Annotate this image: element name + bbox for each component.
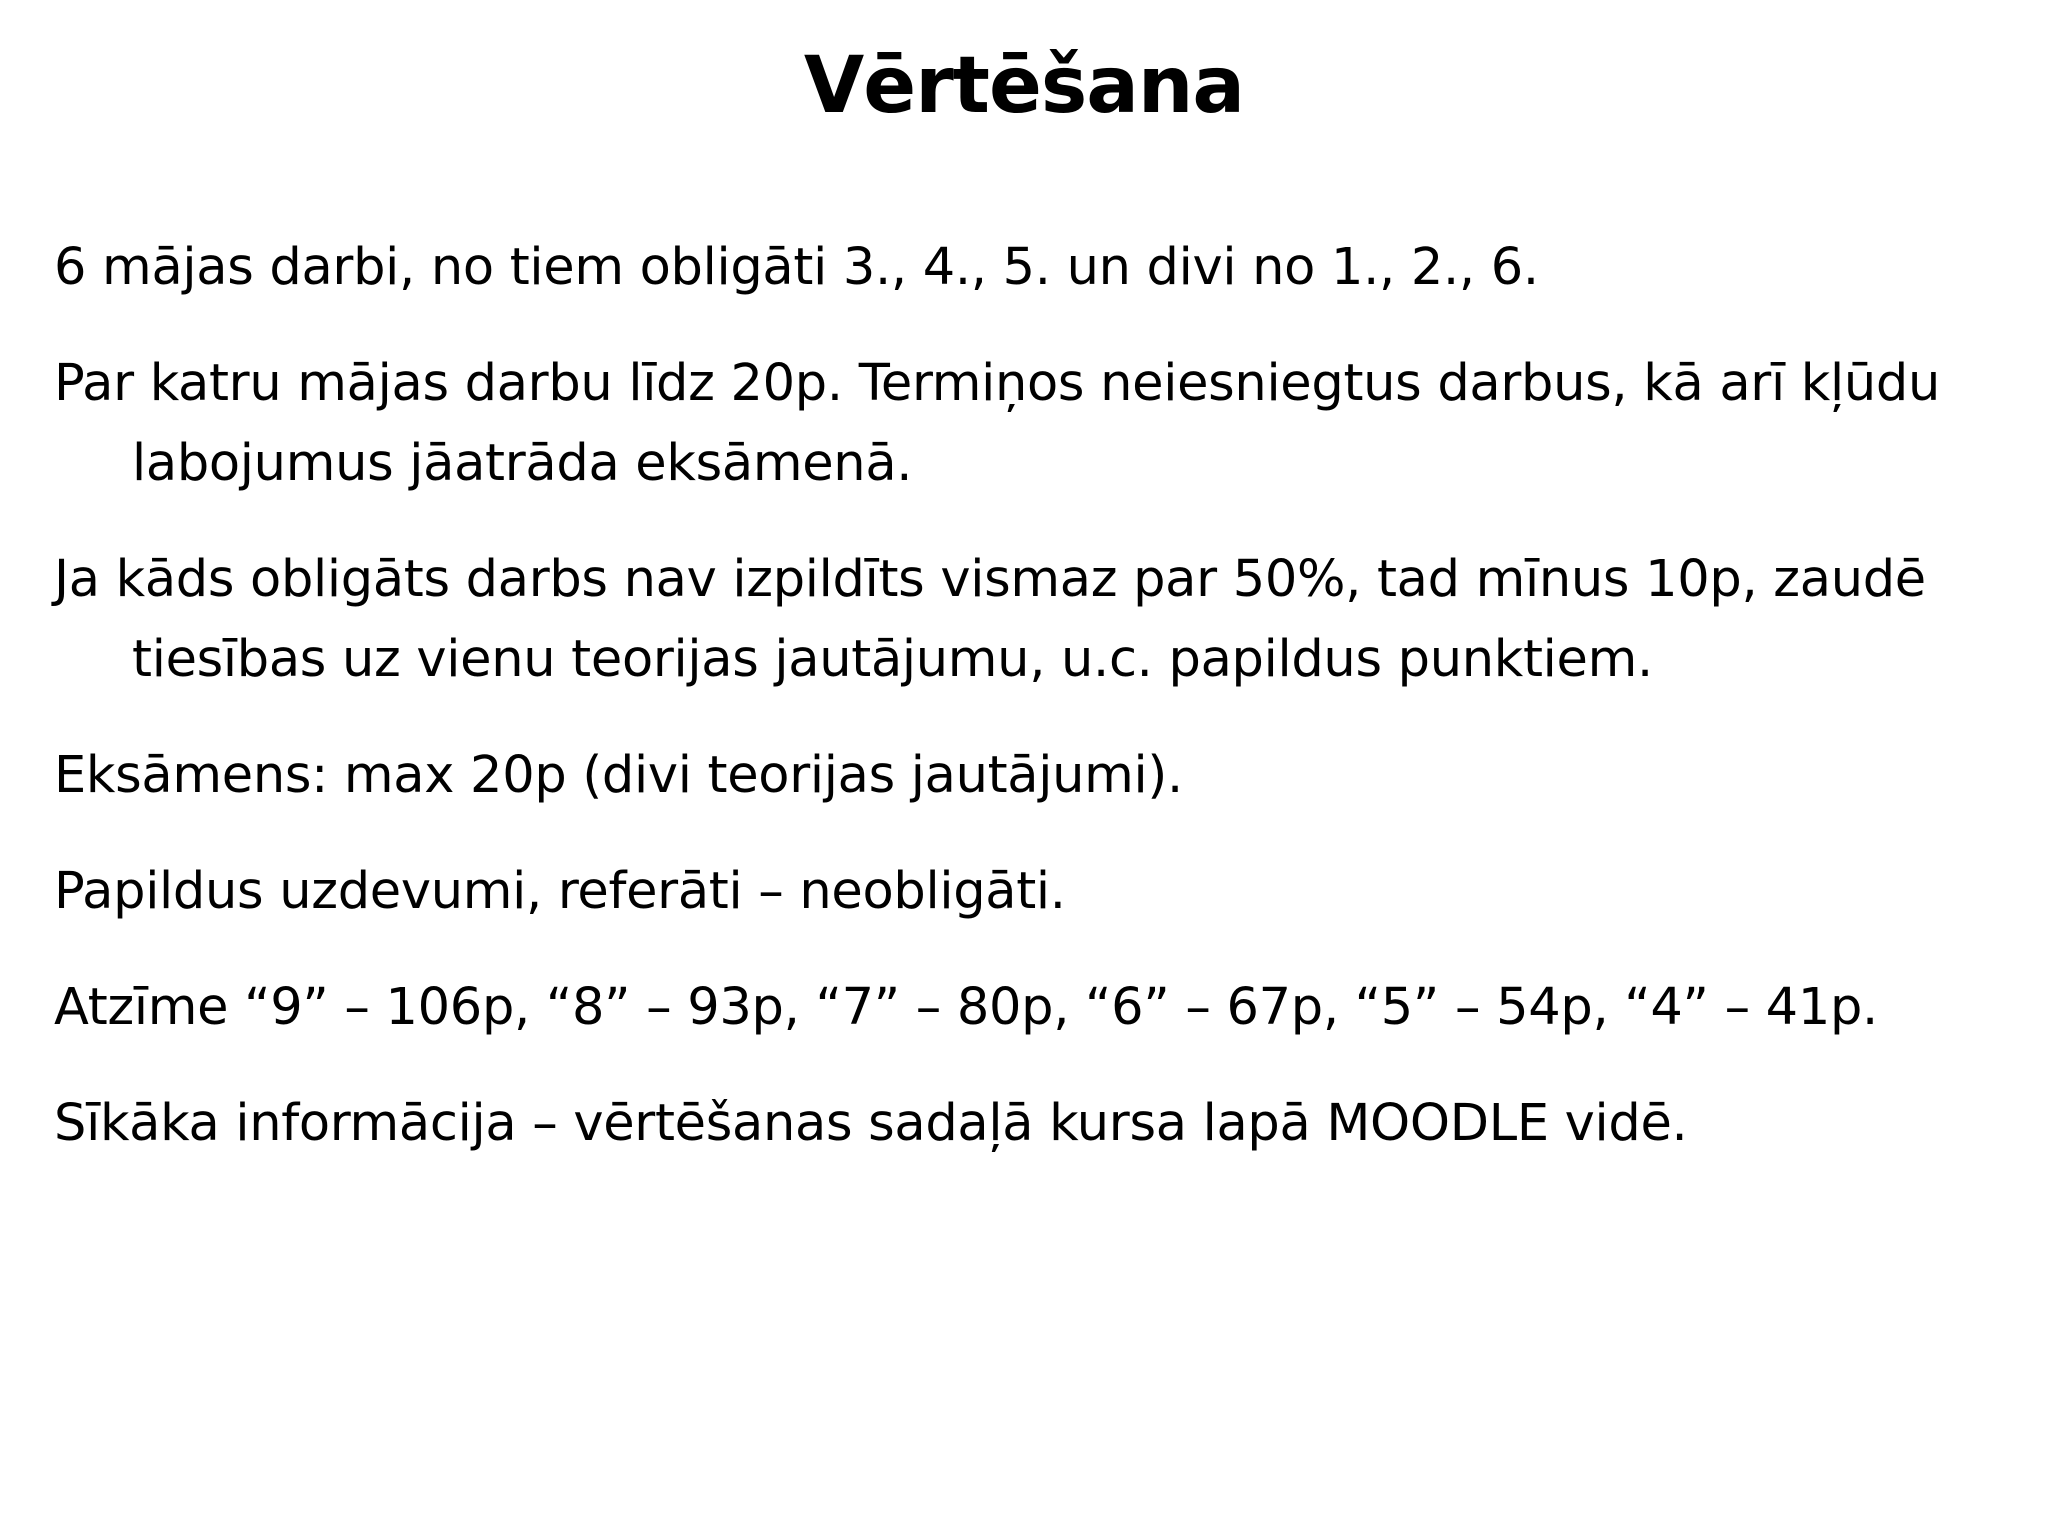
slide-title: Vērtēšana — [803, 41, 1245, 131]
paragraph-homework-count: 6 mājas darbi, no tiem obligāti 3., 4., 5. un divi no 1., 2., 6. — [54, 238, 1539, 297]
paragraph-homework-points: Par katru mājas darbu līdz 20p. Termiņos neiesniegtus darbus, kā arī kļūdu labojumus jāatrāda eksāmenā. — [54, 354, 1940, 493]
slide-body — [54, 228, 2014, 1200]
paragraph-extra-tasks: Papildus uzdevumi, referāti – neobligāti. — [54, 862, 1066, 921]
paragraph-penalty: Ja kāds obligāts darbs nav izpildīts vismaz par 50%, tad mīnus 10p, zaudē tiesības uz vienu teorijas jautājumu, u.c. papildus punktiem. — [54, 550, 1926, 689]
paragraph-grade-thresholds: Atzīme “9” – 106p, “8” – 93p, “7” – 80p, “6” – 67p, “5” – 54p, “4” – 41p. — [54, 978, 1878, 1037]
paragraph-exam: Eksāmens: max 20p (divi teorijas jautājumi). — [54, 746, 1183, 805]
paragraph-more-info: Sīkāka informācija – vērtēšanas sadaļā kursa lapā MOODLE vidē. — [54, 1094, 1688, 1153]
